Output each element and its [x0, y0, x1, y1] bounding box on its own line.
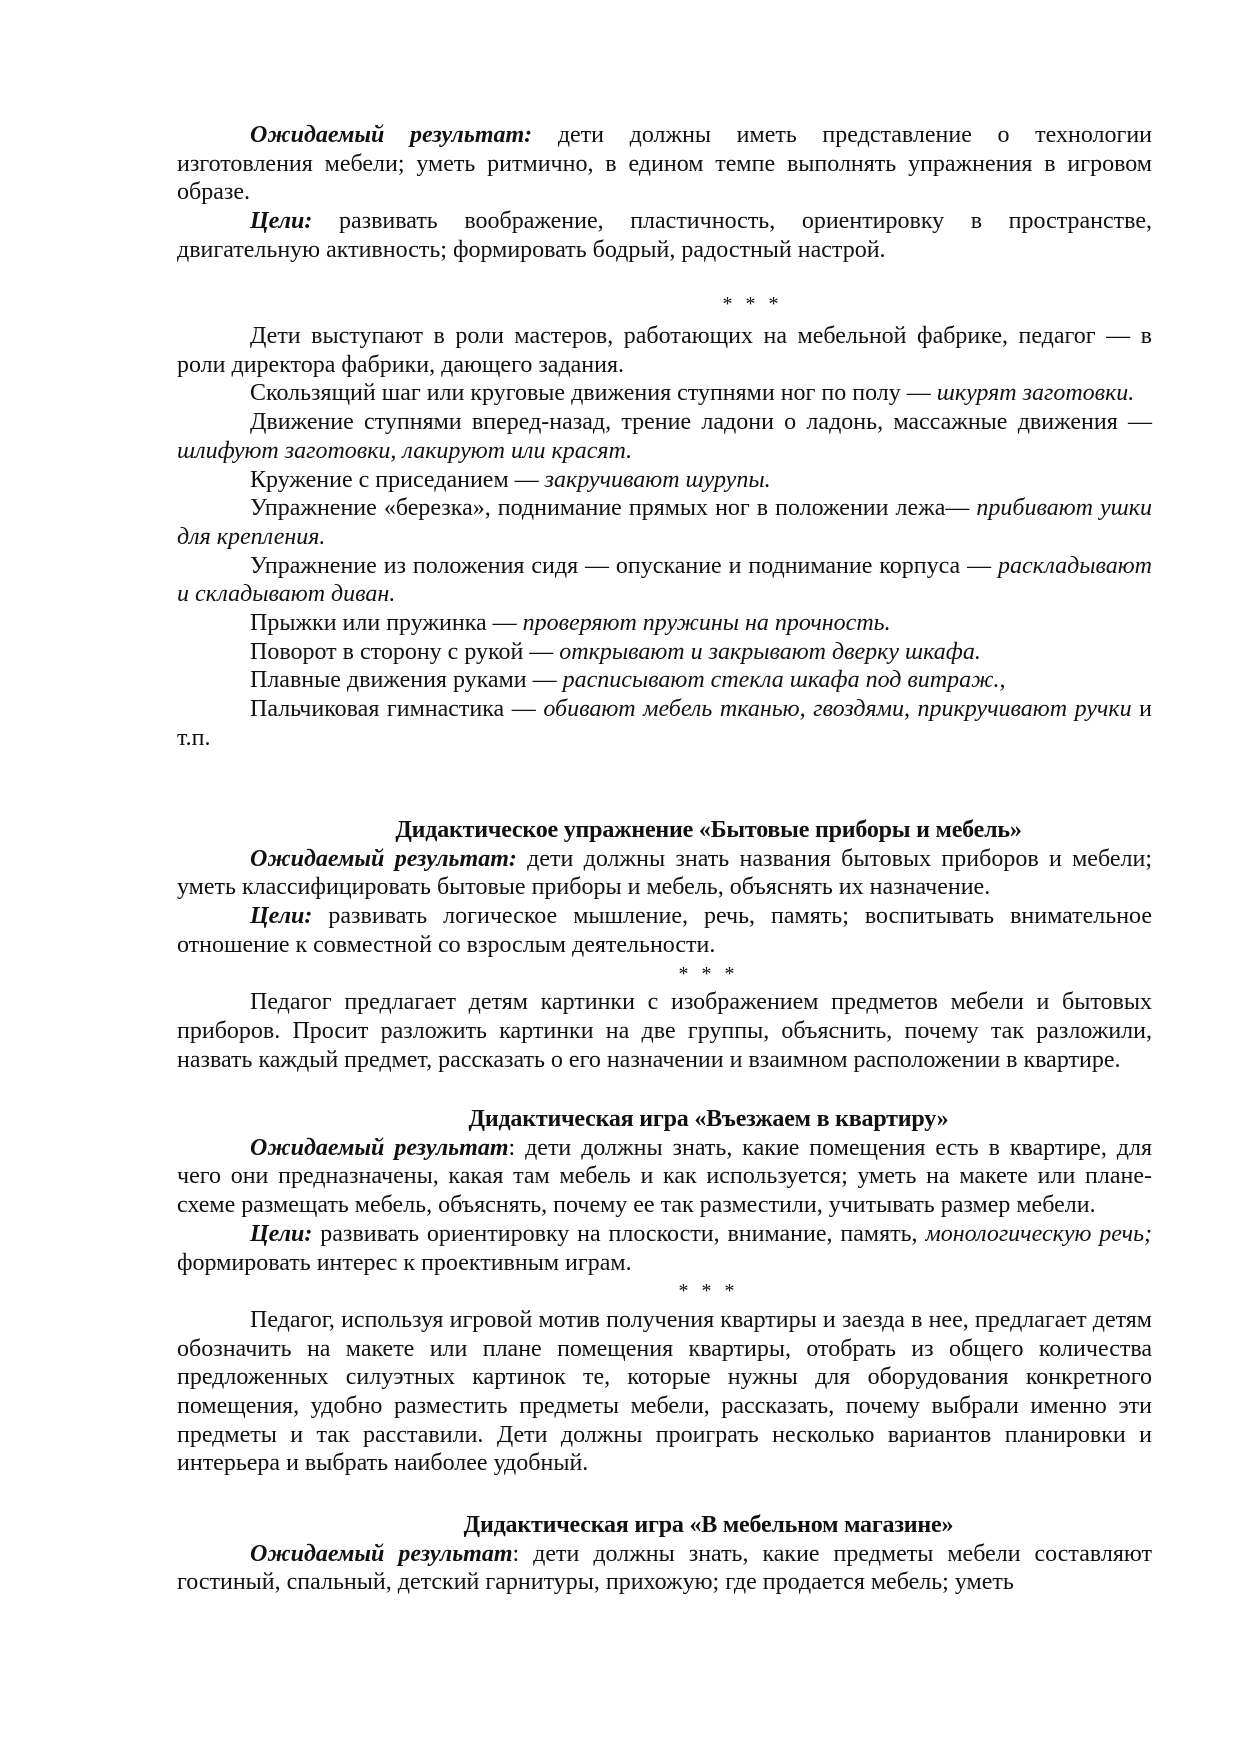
section-heading: Дидактическая игра «Въезжаем в квартиру»: [468, 1106, 949, 1132]
text-run: формировать интерес к проективным играм.: [177, 1249, 632, 1276]
paragraph: [177, 552, 1152, 609]
text-run: Педагог, используя игровой мотив получения квартиры и заезда в нее, предлагает детям обозначить на макете или плане помещения квартиры, отобрать из общего количества предложенных силуэтных картинок те, которые нужны для оборудования конкретного помещения, удобно разместить предметы мебели, рассказать, почему выбрали именно эти предметы и так расставили. Дети должны проиграть несколько вариантов планировки и интерьера и выбрать наиболее удобный.: [177, 1306, 1152, 1477]
paragraph: [177, 1134, 1152, 1220]
text-run: и т.п.: [177, 696, 1152, 751]
italic-text: раскладывают и складывают диван.: [177, 552, 1152, 608]
text-run: Кружение с приседанием —: [250, 466, 545, 493]
paragraph-label: Цели:: [250, 1220, 313, 1247]
section-household-appliances: [177, 816, 1152, 1074]
paragraph: [177, 322, 1152, 379]
paragraph-label: Ожидаемый результат:: [250, 122, 533, 148]
separator-stars: * * *: [722, 293, 783, 315]
paragraph: [177, 207, 1152, 264]
text-run: Педагог предлагает детям картинки с изображением предметов мебели и бытовых приборов. Просит разложить картинки на две группы, объяснить, почему так разложили, назвать каждый предмет, рассказать о его назначении и взаимном расположении в квартире.: [177, 989, 1152, 1073]
paragraph: [177, 902, 1152, 959]
section-moving-into-apartment: [177, 1105, 1152, 1478]
paragraph-label: Ожидаемый результат:: [250, 845, 517, 872]
text-run: Скользящий шаг или круговые движения ступнями ног по полу —: [250, 380, 937, 407]
paragraph: [177, 1540, 1152, 1597]
section-furniture-store: [177, 1511, 1152, 1597]
paragraph: [177, 1306, 1152, 1478]
paragraph-label: Ожидаемый результат: [250, 1134, 509, 1161]
exercise-description: [177, 322, 1152, 753]
paragraph: [177, 666, 1152, 695]
text-run: дети должны иметь представление о технологии изготовления мебели; уметь ритмично, в едином темпе выполнять упражнения в игровом образе.: [177, 122, 1153, 206]
italic-text: монологическую речь;: [925, 1220, 1152, 1247]
paragraph: [177, 466, 1152, 495]
italic-text: закручивают шурупы.: [544, 466, 771, 493]
italic-text: расписывают стекла шкафа под витраж.,: [562, 667, 1006, 694]
paragraph: [177, 494, 1152, 551]
separator-stars: * * *: [678, 962, 739, 985]
intro-goals: [177, 121, 1152, 265]
paragraph: [177, 638, 1152, 667]
paragraph: [177, 121, 1152, 207]
italic-text: проверяют пружины на прочность.: [522, 610, 891, 637]
text-run: развивать ориентировку на плоскости, внимание, память,: [312, 1220, 926, 1247]
italic-text: шлифуют заготовки, лакируют или красят.: [177, 437, 633, 464]
text-run: Плавные движения руками —: [250, 667, 563, 694]
paragraph: [177, 408, 1152, 465]
paragraph: [177, 845, 1152, 902]
italic-text: шкурят заготовки.: [936, 380, 1135, 407]
paragraph: [177, 988, 1152, 1074]
text-run: Пальчиковая гимнастика —: [250, 696, 544, 723]
paragraph: [177, 1220, 1152, 1277]
section-heading: Дидактическое упражнение «Бытовые приборы и мебель»: [395, 817, 1022, 843]
paragraph: [177, 609, 1152, 638]
text-run: Движение ступнями вперед-назад, трение ладони о ладонь, массажные движения —: [250, 409, 1152, 436]
paragraph-label: Ожидаемый результат: [250, 1540, 513, 1567]
text-run: развивать логическое мышление, речь, память; воспитывать внимательное отношение к совместной со взрослым деятельности.: [177, 903, 1152, 958]
italic-text: открывают и закрывают дверку шкафа.: [559, 638, 981, 665]
text-run: дети должны знать названия бытовых приборов и мебели; уметь классифицировать бытовые приборы и мебель, объяснять их назначение.: [177, 845, 1152, 901]
paragraph: [177, 695, 1152, 752]
separator-stars: * * *: [678, 1280, 739, 1303]
text-run: развивать воображение, пластичность, ориентировку в пространстве, двигательную активность; формировать бодрый, радостный настрой.: [177, 208, 1152, 263]
paragraph: [177, 379, 1152, 408]
paragraph-label: Цели:: [250, 208, 313, 235]
text-run: Дети выступают в роли мастеров, работающих на мебельной фабрике, педагог — в роли директора фабрики, дающего задания.: [177, 323, 1152, 378]
section-heading: Дидактическая игра «В мебельном магазине»: [463, 1512, 954, 1538]
text-run: : дети должны знать, какие помещения есть в квартире, для чего они предназначены, какая там мебель и как используется; уметь на макете или плане-схеме размещать мебель, объяснять, почему ее так разместили, учитывать размер мебели.: [177, 1134, 1152, 1219]
text-run: Упражнение из положения сидя — опускание и поднимание корпуса —: [250, 552, 998, 579]
text-run: Поворот в сторону с рукой —: [250, 638, 560, 665]
italic-text: обивают мебель тканью, гвоздями, прикручивают ручки: [543, 696, 1132, 723]
paragraph-label: Цели:: [250, 903, 313, 930]
text-run: : дети должны знать, какие предметы мебели составляют гостиный, спальный, детский гарнитуры, прихожую; где продается мебель; уметь: [177, 1540, 1152, 1596]
text-run: Упражнение «березка», поднимание прямых ног в положении лежа—: [250, 495, 977, 522]
text-run: Прыжки или пружинка —: [250, 610, 523, 637]
italic-text: прибивают ушки для крепления.: [177, 495, 1153, 550]
